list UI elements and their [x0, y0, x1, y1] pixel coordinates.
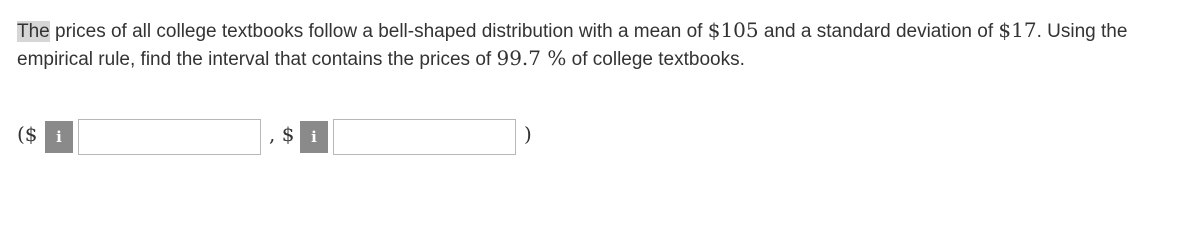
question-text-part1: prices of all college textbooks follow a bell-shaped distribution with a mean of: [49, 21, 708, 42]
mean-value: $105: [707, 18, 759, 42]
question-text-part2: and a standard deviation of: [758, 21, 999, 42]
question-text-part3: . Using the empirical rule, find the interval that contains the prices of: [17, 21, 1128, 70]
open-paren-dollar: ($: [17, 122, 38, 146]
separator-dollar: , $: [269, 122, 295, 146]
info-icon[interactable]: i: [300, 121, 328, 153]
close-paren: ): [524, 122, 532, 146]
upper-bound-input[interactable]: [333, 119, 516, 155]
question-text-part4: of college textbooks.: [566, 49, 745, 70]
question-text: [17, 17, 1187, 73]
info-icon[interactable]: i: [45, 121, 73, 153]
answer-interval-row: [17, 118, 557, 158]
highlighted-word: The: [17, 21, 50, 42]
sd-value: $17: [998, 18, 1037, 42]
percent-value: 99.7 %: [496, 46, 567, 70]
lower-bound-input[interactable]: [78, 119, 261, 155]
